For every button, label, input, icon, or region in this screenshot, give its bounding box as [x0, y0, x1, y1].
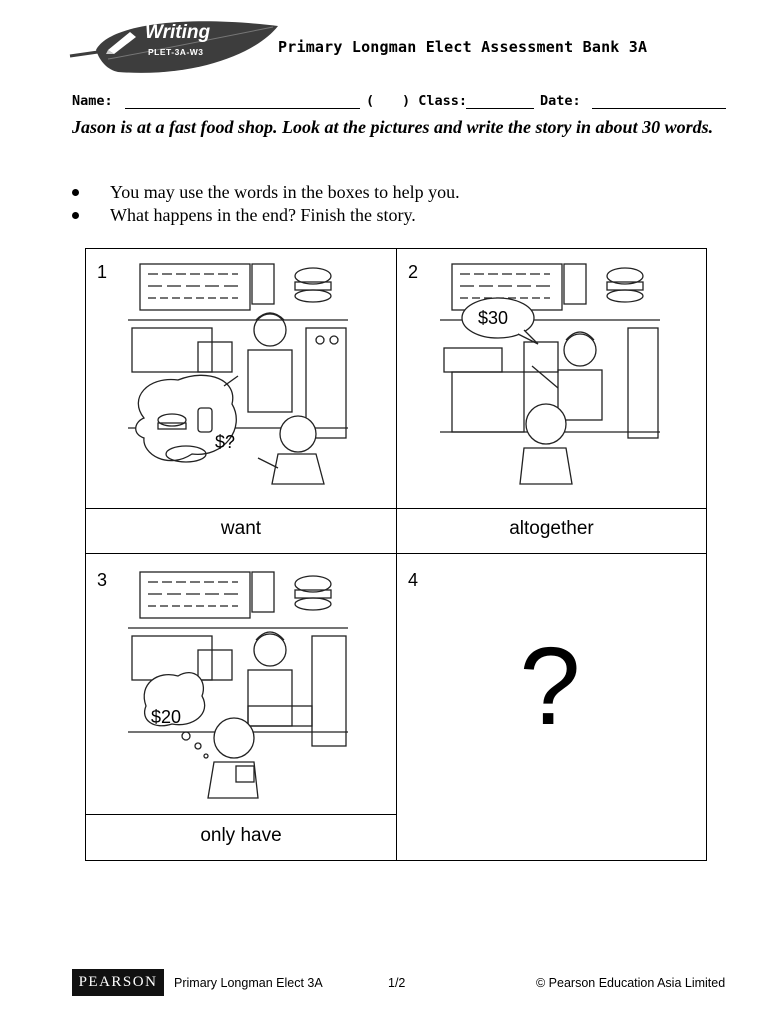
page-title: Primary Longman Elect Assessment Bank 3A	[278, 38, 648, 56]
pearson-logo: PEARSON	[72, 969, 164, 996]
panel-1-bubble-text: $?	[215, 432, 236, 452]
leaf-title: Writing	[145, 22, 211, 43]
panel-1-illustration	[128, 258, 348, 488]
name-label: Name:	[72, 93, 113, 109]
class-field[interactable]	[466, 94, 534, 109]
panel-1-caption: want	[220, 518, 262, 539]
date-field[interactable]	[592, 94, 726, 109]
panel-3-number: 3	[97, 570, 108, 590]
footer-book-title: Primary Longman Elect 3A	[174, 976, 323, 990]
panel-1-number: 1	[97, 262, 108, 282]
instruction-text: Jason is at a fast food shop. Look at the pictures and write the story in about 30 words.	[72, 117, 714, 137]
date-label: Date:	[540, 93, 581, 109]
pencil-icon	[104, 28, 140, 54]
leaf-code: PLET-3A-W3	[148, 47, 204, 57]
class-label: ) Class:	[402, 93, 468, 109]
panel-2-illustration	[440, 258, 660, 488]
panel-3-caption: only have	[200, 825, 282, 846]
number-paren-open: (	[366, 93, 375, 109]
bullet-dot-icon	[72, 189, 79, 196]
bullet-dot-icon	[72, 212, 79, 219]
panel-2-bubble-text: $30	[478, 308, 509, 328]
panel-3-bubble-text: $20	[151, 707, 182, 727]
panel-4-question-mark: ?	[519, 625, 581, 748]
name-field[interactable]	[125, 94, 360, 109]
panel-3-illustration	[128, 566, 348, 800]
footer-copyright: © Pearson Education Asia Limited	[536, 976, 726, 990]
panel-2-caption: altogether	[509, 518, 594, 539]
panel-2-number: 2	[408, 262, 419, 282]
panel-4-number: 4	[408, 570, 419, 590]
footer-page-number: 1/2	[388, 976, 406, 990]
